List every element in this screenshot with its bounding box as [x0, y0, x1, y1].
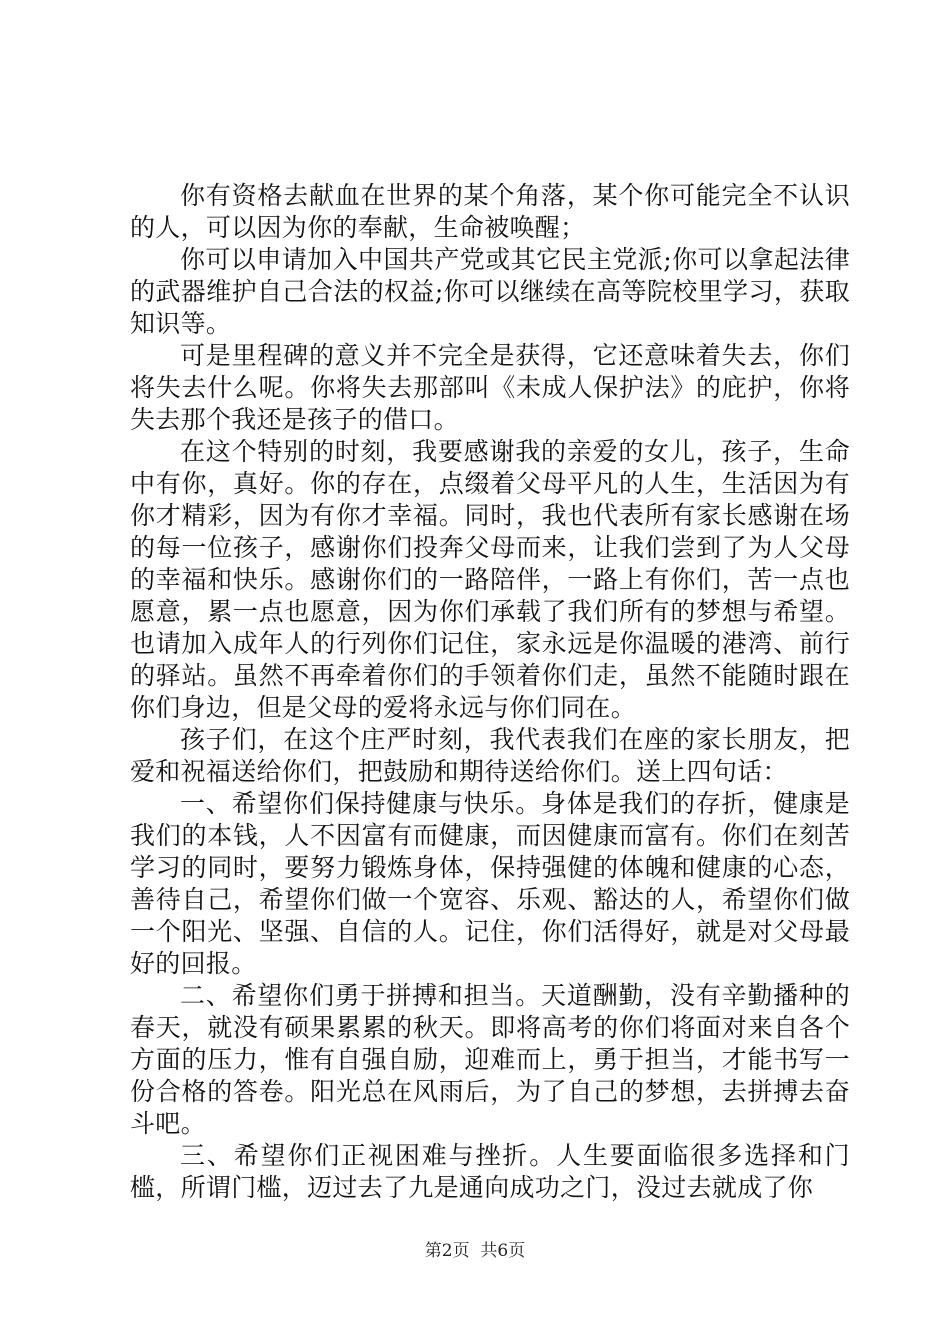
paragraph-milestone: 可是里程碑的意义并不完全是获得，它还意味着失去，你们将失去什么呢。你将失去那部叫《未成人保护法》的庇护，你将失去那个我还是孩子的借口。 — [130, 341, 850, 434]
paragraph-blessing: 孩子们，在这个庄严时刻，我代表我们在座的家长朋友，把爱和祝福送给你们，把鼓励和期待送给你们。送上四句话： — [130, 725, 850, 786]
page-number-label: 第2页 共6页 — [424, 1241, 526, 1261]
paragraph-blood-donation: 你有资格去献血在世界的某个角落，某个你可能完全不认识的人，可以因为你的奉献，生命被唤醒； — [130, 181, 850, 242]
document-body — [130, 180, 850, 1204]
page-footer — [0, 1240, 950, 1262]
paragraph-wish-health: 一、希望你们保持健康与快乐。身体是我们的存折，健康是我们的本钱，人不因富有而健康，而因健康而富有。你们在刻苦学习的同时，要努力锻炼身体，保持强健的体魄和健康的心态，善待自己，希望你们做一个宽容、乐观、豁达的人，希望你们做一个阳光、坚强、自信的人。记住，你们活得好，就是对父母最好的回报。 — [130, 789, 850, 978]
paragraph-wish-strive: 二、希望你们勇于拼搏和担当。天道酬勤，没有辛勤播种的春天，就没有硕果累累的秋天。即将高考的你们将面对来自各个方面的压力，惟有自强自励，迎难而上，勇于担当，才能书写一份合格的答卷。阳光总在风雨后，为了自己的梦想，去拼搏去奋斗吧。 — [130, 981, 850, 1138]
paragraph-gratitude: 在这个特别的时刻，我要感谢我的亲爱的女儿，孩子，生命中有你，真好。你的存在，点缀着父母平凡的人生，生活因为有你才精彩，因为有你才幸福。同时，我也代表所有家长感谢在场的每一位孩子，感谢你们投奔父母而来，让我们尝到了为人父母的幸福和快乐。感谢你们的一路陪伴，一路上有你们，苦一点也愿意，累一点也愿意，因为你们承载了我们所有的梦想与希望。也请加入成年人的行列你们记住，家永远是你温暖的港湾、前行的驿站。虽然不再牵着你们的手领着你们走，虽然不能随时跟在你们身边，但是父母的爱将永远与你们同在。 — [130, 437, 850, 722]
paragraph-wish-adversity: 三、希望你们正视困难与挫折。人生要面临很多选择和门槛，所谓门槛，迈过去了九是通向成功之门，没过去就成了你 — [130, 1141, 850, 1202]
paragraph-rights: 你可以申请加入中国共产党或其它民主党派;你可以拿起法律的武器维护自己合法的权益;你可以继续在高等院校里学习，获取知识等。 — [130, 245, 850, 338]
